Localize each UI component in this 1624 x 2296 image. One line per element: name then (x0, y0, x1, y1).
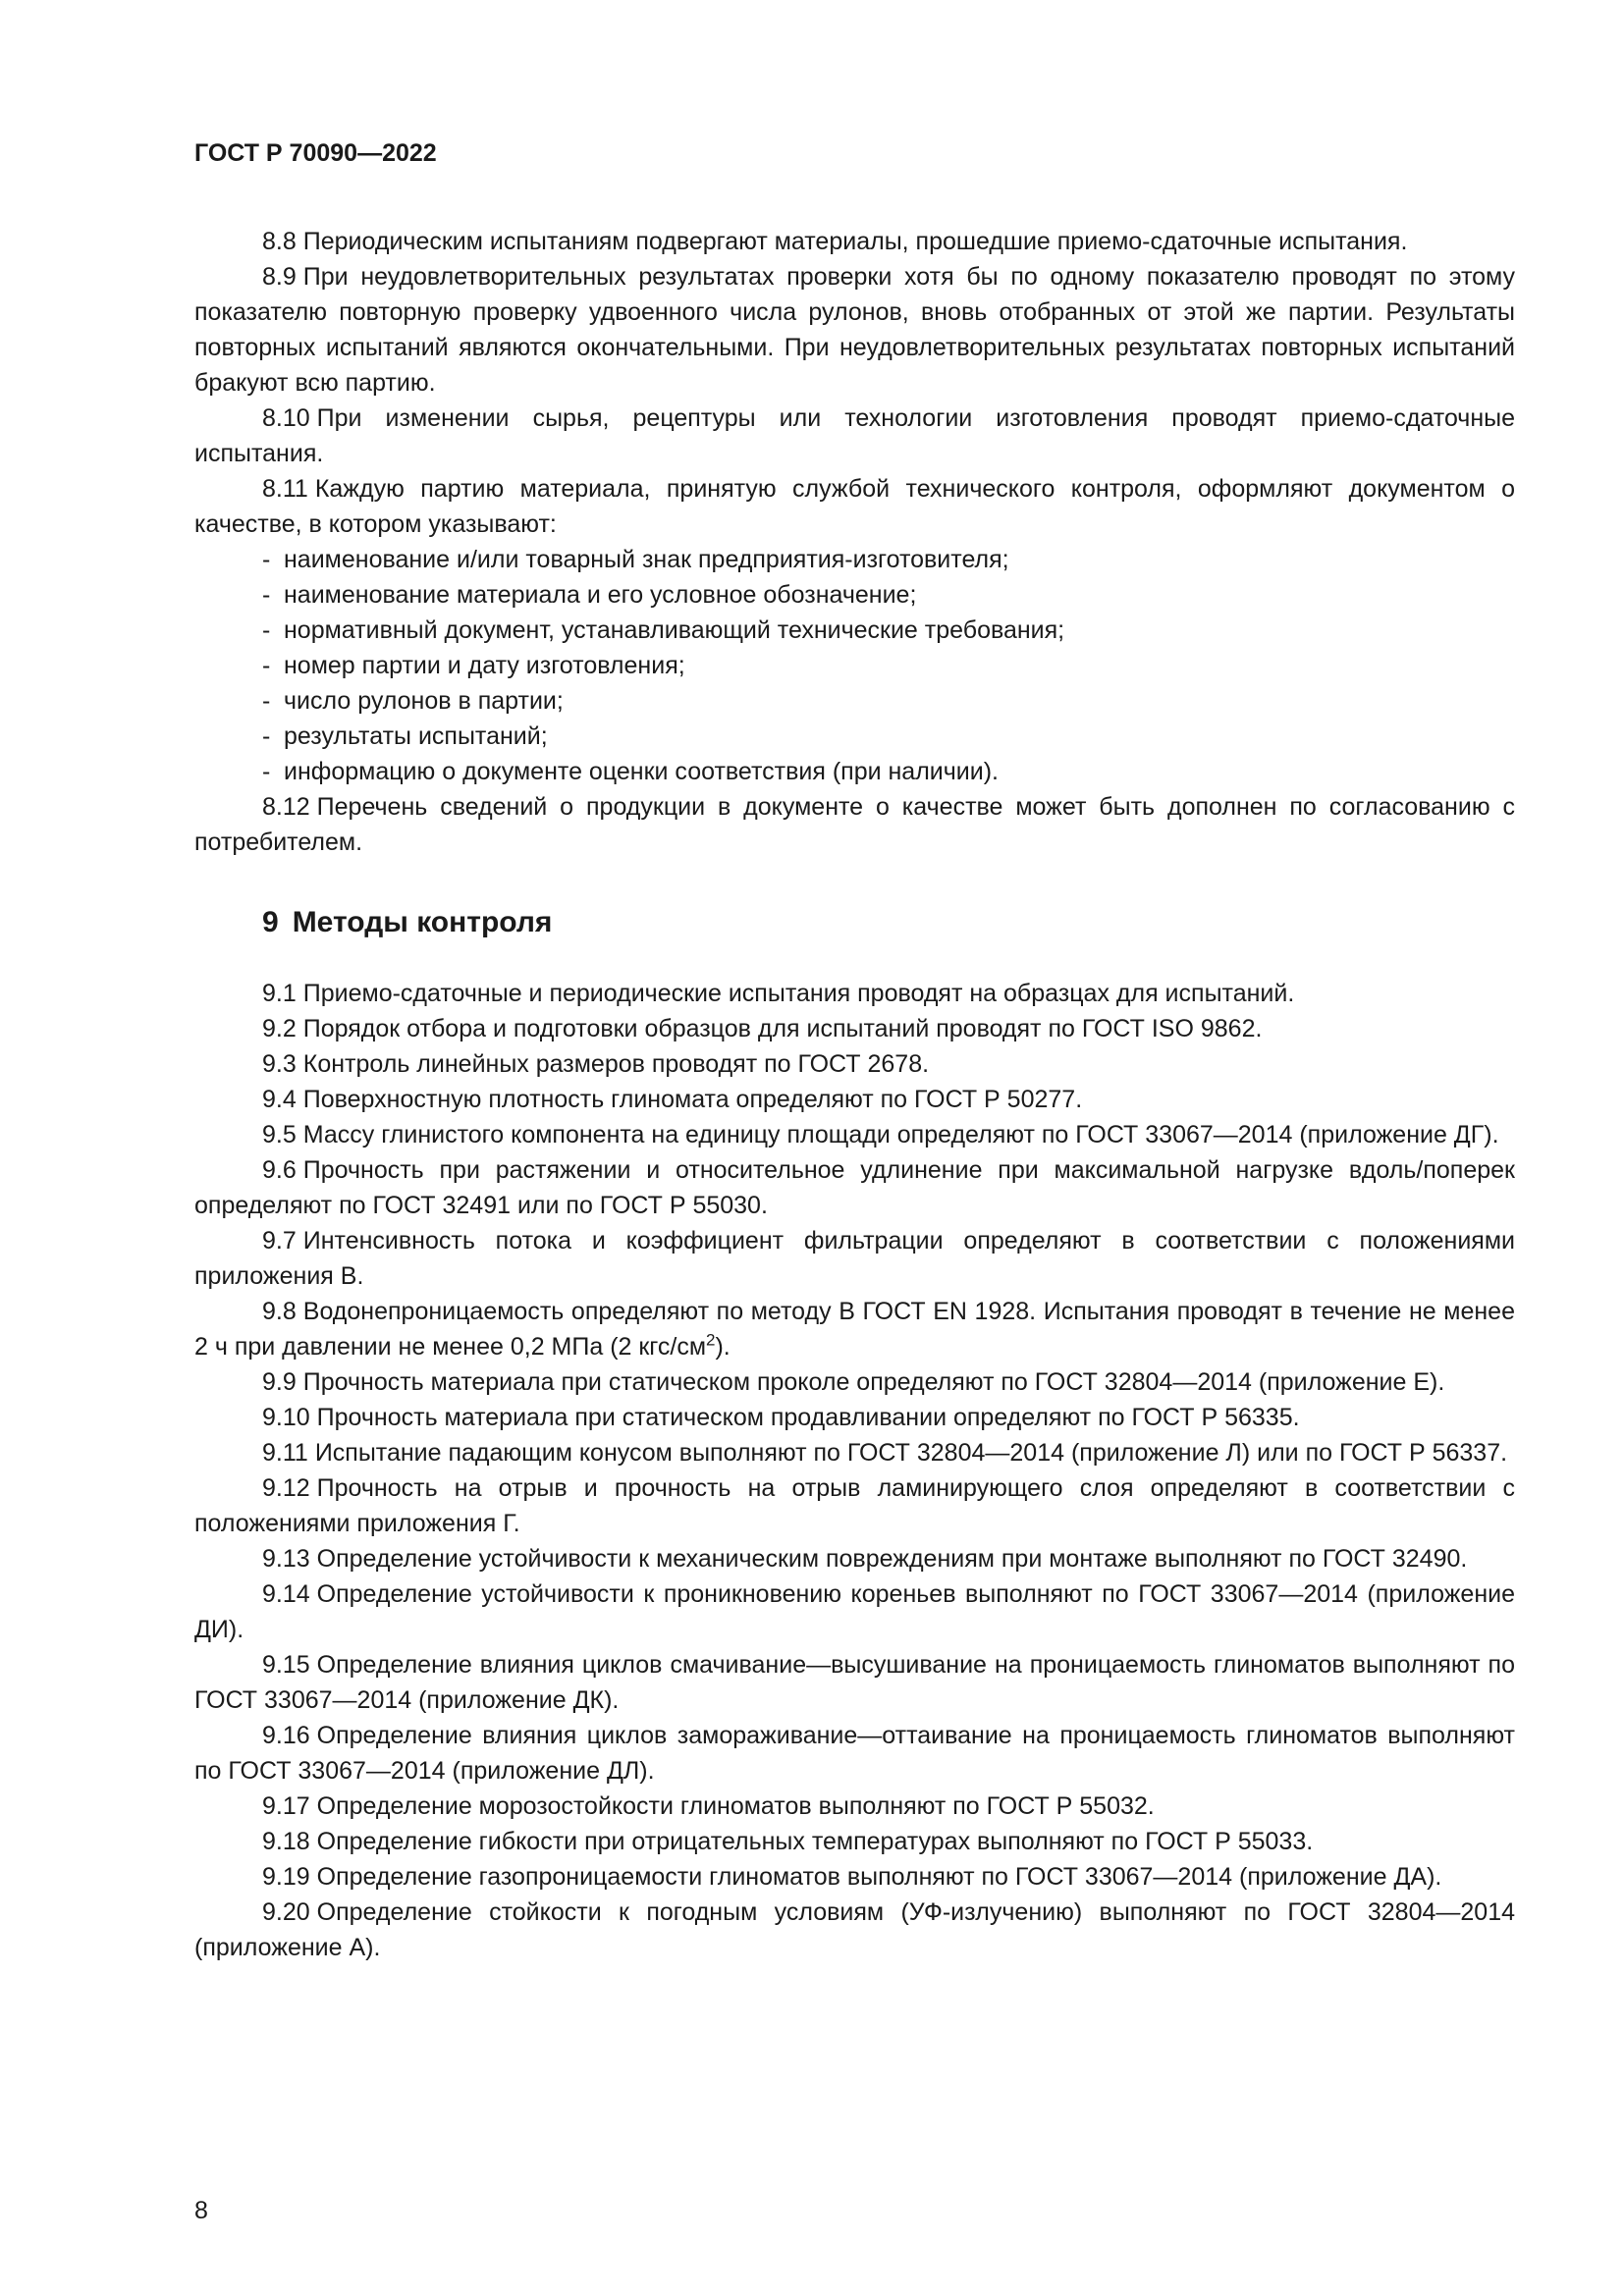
paragraph-9-17 (194, 1789, 1515, 1824)
paragraph-number: 9.9 (262, 1368, 297, 1396)
paragraph-9-3 (194, 1046, 1515, 1082)
list-dash: - (262, 687, 271, 715)
paragraph-9-16 (194, 1718, 1515, 1789)
list-dash: - (262, 652, 271, 679)
paragraph-number: 9.14 (262, 1580, 310, 1608)
list-item (194, 719, 1515, 754)
paragraph-9-20 (194, 1895, 1515, 1965)
paragraph-text: Прочность материала при статическом продавливании определяют по ГОСТ Р 56335. (316, 1404, 1300, 1431)
paragraph-text: При изменении сырья, рецептуры или технологии изготовления проводят приемо-сдаточные испытания. (194, 404, 1515, 467)
paragraph-number: 9.12 (262, 1474, 310, 1502)
paragraph-number: 9.2 (262, 1015, 297, 1042)
paragraph-8-8 (194, 224, 1515, 259)
paragraph-number: 9.20 (262, 1898, 310, 1926)
paragraph-number: 9.13 (262, 1545, 310, 1573)
list-item-text: наименование и/или товарный знак предприятия-изготовителя; (284, 546, 1009, 573)
paragraph-text: Водонепроницаемость определяют по методу В ГОСТ EN 1928. Испытания проводят в течение не менее 2 ч при давлении не менее 0,2 МПа (2 кгс/см (194, 1298, 1515, 1361)
paragraph-text: Каждую партию материала, принятую службой технического контроля, оформляют документом о качестве, в котором указывают: (194, 475, 1515, 538)
paragraph-number: 8.9 (262, 263, 297, 291)
list-dash: - (262, 758, 271, 785)
paragraph-8-10 (194, 400, 1515, 471)
document-page (194, 137, 1515, 1965)
paragraph-number: 8.11 (262, 475, 308, 503)
paragraph-text: Определение устойчивости к механическим повреждениям при монтаже выполняют по ГОСТ 32490. (316, 1545, 1468, 1573)
paragraph-9-6 (194, 1152, 1515, 1223)
paragraph-text: Определение газопроницаемости глиноматов выполняют по ГОСТ 33067—2014 (приложение ДА). (316, 1863, 1442, 1891)
paragraph-text: Контроль линейных размеров проводят по ГОСТ 2678. (302, 1050, 930, 1078)
paragraph-9-18 (194, 1824, 1515, 1859)
section-heading (194, 903, 1515, 942)
paragraph-9-7 (194, 1223, 1515, 1294)
paragraph-text: Прочность при растяжении и относительное удлинение при максимальной нагрузке вдоль/поперек определяют по ГОСТ 32491 или по ГОСТ Р 55030. (194, 1156, 1515, 1219)
list-item (194, 754, 1515, 789)
paragraph-text: Определение гибкости при отрицательных температурах выполняют по ГОСТ Р 55033. (316, 1828, 1314, 1855)
list-item-text: результаты испытаний; (284, 722, 548, 750)
paragraph-number: 9.3 (262, 1050, 297, 1078)
paragraph-9-13 (194, 1541, 1515, 1576)
superscript: 2 (706, 1330, 716, 1350)
paragraph-text: Интенсивность потока и коэффициент фильтрации определяют в соответствии с положениями приложения В. (194, 1227, 1515, 1290)
paragraph-number: 9.11 (262, 1439, 308, 1467)
paragraph-text: Перечень сведений о продукции в документе о качестве может быть дополнен по согласованию с потребителем. (194, 793, 1515, 856)
paragraph-text: Прочность на отрыв и прочность на отрыв ламинирующего слоя определяют в соответствии с положениями приложения Г. (194, 1474, 1515, 1537)
paragraph-number: 9.7 (262, 1227, 297, 1255)
paragraph-number: 9.16 (262, 1722, 310, 1749)
list-dash: - (262, 722, 271, 750)
list-dash: - (262, 546, 271, 573)
paragraph-number: 9.19 (262, 1863, 310, 1891)
paragraph-8-9 (194, 259, 1515, 400)
paragraph-text: Определение морозостойкости глиноматов выполняют по ГОСТ Р 55032. (316, 1792, 1155, 1820)
list-item-text: нормативный документ, устанавливающий технические требования; (284, 616, 1065, 644)
paragraph-number: 9.15 (262, 1651, 310, 1679)
list-dash: - (262, 616, 271, 644)
paragraph-number: 9.5 (262, 1121, 297, 1148)
paragraph-text: Прочность материала при статическом проколе определяют по ГОСТ 32804—2014 (приложение Е). (302, 1368, 1445, 1396)
paragraph-number: 9.8 (262, 1298, 297, 1325)
paragraph-number: 8.10 (262, 404, 310, 432)
paragraph-text: Приемо-сдаточные и периодические испытания проводят на образцах для испытаний. (302, 980, 1295, 1007)
list-item (194, 613, 1515, 648)
list-item (194, 648, 1515, 683)
paragraph-text: Определение устойчивости к проникновению кореньев выполняют по ГОСТ 33067—2014 (приложение ДИ). (194, 1580, 1515, 1643)
paragraph-8-12 (194, 789, 1515, 860)
paragraph-text: При неудовлетворительных результатах проверки хотя бы по одному показателю проводят по этому показателю повторную проверку удвоенного числа рулонов, вновь отобранных от этой же партии. Результаты повторных испытаний являются окончательными. При неудовлетворительных результатах повторных испытаний бракуют всю партию. (194, 263, 1515, 397)
paragraph-text: Испытание падающим конусом выполняют по ГОСТ 32804—2014 (приложение Л) или по ГОСТ Р 56337. (314, 1439, 1508, 1467)
list-item-text: номер партии и дату изготовления; (284, 652, 685, 679)
paragraph-9-19 (194, 1859, 1515, 1895)
paragraph-9-11 (194, 1435, 1515, 1470)
paragraph-9-1 (194, 976, 1515, 1011)
paragraph-number: 9.6 (262, 1156, 297, 1184)
list-item-text: наименование материала и его условное обозначение; (284, 581, 917, 609)
paragraph-9-9 (194, 1364, 1515, 1400)
section-title: Методы контроля (292, 906, 553, 938)
paragraph-9-4 (194, 1082, 1515, 1117)
quality-document-list (194, 542, 1515, 789)
paragraph-text: Поверхностную плотность глиномата определяют по ГОСТ Р 50277. (302, 1086, 1083, 1113)
paragraph-9-8 (194, 1294, 1515, 1364)
paragraph-number: 8.8 (262, 228, 297, 255)
paragraph-number: 8.12 (262, 793, 310, 821)
paragraph-number: 9.1 (262, 980, 297, 1007)
paragraph-number: 9.18 (262, 1828, 310, 1855)
document-header: ГОСТ Р 70090—2022 (194, 139, 437, 167)
paragraph-9-15 (194, 1647, 1515, 1718)
paragraph-9-2 (194, 1011, 1515, 1046)
paragraph-9-12 (194, 1470, 1515, 1541)
list-dash: - (262, 581, 271, 609)
section-number: 9 (262, 906, 279, 938)
list-item-text: информацию о документе оценки соответствия (при наличии). (284, 758, 999, 785)
paragraph-8-11 (194, 471, 1515, 542)
paragraph-text-end: ). (715, 1333, 731, 1361)
paragraph-number: 9.4 (262, 1086, 297, 1113)
paragraph-9-14 (194, 1576, 1515, 1647)
list-item (194, 577, 1515, 613)
paragraph-number: 9.10 (262, 1404, 310, 1431)
paragraph-9-10 (194, 1400, 1515, 1435)
paragraph-text: Массу глинистого компонента на единицу площади определяют по ГОСТ 33067—2014 (приложение ДГ). (302, 1121, 1499, 1148)
list-item (194, 683, 1515, 719)
list-item-text: число рулонов в партии; (284, 687, 564, 715)
page-number: 8 (194, 2197, 208, 2224)
list-item (194, 542, 1515, 577)
paragraph-text: Определение влияния циклов замораживание—оттаивание на проницаемость глиноматов выполняют по ГОСТ 33067—2014 (приложение ДЛ). (194, 1722, 1515, 1785)
paragraph-number: 9.17 (262, 1792, 310, 1820)
paragraph-text: Определение стойкости к погодным условиям (УФ-излучению) выполняют по ГОСТ 32804—2014 (приложение А). (194, 1898, 1515, 1961)
paragraph-text: Периодическим испытаниям подвергают материалы, прошедшие приемо-сдаточные испытания. (302, 228, 1408, 255)
paragraph-text: Порядок отбора и подготовки образцов для испытаний проводят по ГОСТ ISO 9862. (302, 1015, 1263, 1042)
paragraph-text: Определение влияния циклов смачивание—высушивание на проницаемость глиноматов выполняют по ГОСТ 33067—2014 (приложение ДК). (194, 1651, 1515, 1714)
paragraph-9-5 (194, 1117, 1515, 1152)
